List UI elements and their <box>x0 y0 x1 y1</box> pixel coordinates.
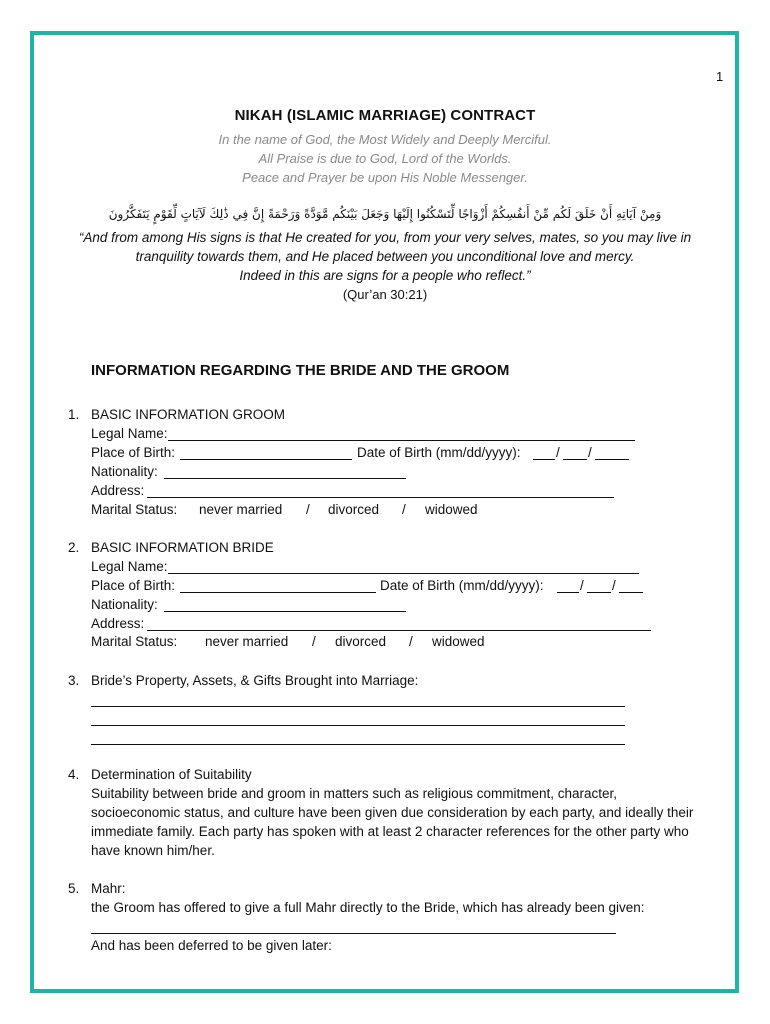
groom-item-number: 1. <box>68 407 80 422</box>
mahr-item-number: 5. <box>68 881 80 896</box>
bride-option-divorced[interactable]: divorced <box>335 634 387 649</box>
groom-nationality-label: Nationality: <box>91 464 158 479</box>
groom-option-separator-2: / <box>402 502 406 517</box>
page-number: 1 <box>716 69 724 84</box>
property-line-3[interactable] <box>91 744 625 745</box>
groom-address-field[interactable] <box>147 497 614 498</box>
groom-option-never-married[interactable]: never married <box>199 502 283 517</box>
bride-dob-month-field[interactable] <box>557 592 579 593</box>
subtitle-line-1: In the name of God, the Most Widely and Deeply Merciful. <box>218 132 552 147</box>
bride-marital-status-label: Marital Status: <box>91 634 178 649</box>
bride-nationality-label: Nationality: <box>91 597 158 612</box>
groom-option-separator-1: / <box>306 502 310 517</box>
bride-place-of-birth-label: Place of Birth: <box>91 578 176 593</box>
suitability-text-line-3: immediate family. Each party has spoken with at least 2 character references for the other party who <box>91 824 689 839</box>
groom-place-of-birth-field[interactable] <box>180 459 352 460</box>
groom-dob-year-field[interactable] <box>595 459 629 460</box>
bride-legal-name-field[interactable] <box>168 573 639 574</box>
groom-marital-status-label: Marital Status: <box>91 502 178 517</box>
groom-dob-day-field[interactable] <box>563 459 587 460</box>
groom-option-widowed[interactable]: widowed <box>425 502 478 517</box>
property-section-title: Bride’s Property, Assets, & Gifts Brought into Marriage: <box>91 673 419 688</box>
bride-address-label: Address: <box>91 616 145 631</box>
arabic-verse: وَمِنْ آيَاتِهِ أَنْ خَلَقَ لَكُم مِّنْ أَنفُسِكُمْ أَزْوَاجًا لِّتَسْكُنُوا إِلَيْهَا وَجَعَلَ بَيْنَكُم مَّوَدَّةً وَرَحْمَةً إِنَّ فِي ذَٰلِكَ لَآيَاتٍ لِّقَوْمٍ يَتَفَكَّرُونَ <box>108 207 662 221</box>
groom-dob-slash-1: / <box>556 445 560 460</box>
bride-legal-name-label: Legal Name: <box>91 559 168 574</box>
groom-dob-month-field[interactable] <box>533 459 555 460</box>
bride-nationality-field[interactable] <box>164 611 406 612</box>
bride-item-number: 2. <box>68 540 80 555</box>
bride-section-title: BASIC INFORMATION BRIDE <box>91 540 274 555</box>
bride-address-field[interactable] <box>147 630 651 631</box>
subtitle-line-3: Peace and Prayer be upon His Noble Messenger. <box>242 170 528 185</box>
bride-dob-slash-2: / <box>612 578 616 593</box>
mahr-given-field[interactable] <box>91 933 616 934</box>
quran-translation-line-1: “And from among His signs is that He created for you, from your very selves, mates, so you may live in <box>78 230 692 245</box>
groom-nationality-field[interactable] <box>164 478 406 479</box>
mahr-given-text: the Groom has offered to give a full Mahr directly to the Bride, which has already been given: <box>91 900 645 915</box>
bride-option-separator-1: / <box>312 634 316 649</box>
bride-dob-label: Date of Birth (mm/dd/yyyy): <box>380 578 544 593</box>
bride-option-widowed[interactable]: widowed <box>432 634 485 649</box>
suitability-text-line-1: Suitability between bride and groom in matters such as religious commitment, character, <box>91 786 617 801</box>
bride-dob-day-field[interactable] <box>587 592 611 593</box>
document-title: NIKAH (ISLAMIC MARRIAGE) CONTRACT <box>234 107 536 124</box>
groom-legal-name-field[interactable] <box>168 440 635 441</box>
section-heading: INFORMATION REGARDING THE BRIDE AND THE GROOM <box>91 362 510 379</box>
bride-option-separator-2: / <box>409 634 413 649</box>
quran-translation-line-3: Indeed in this are signs for a people who reflect.” <box>239 268 531 283</box>
groom-address-label: Address: <box>91 483 145 498</box>
groom-legal-name-label: Legal Name: <box>91 426 168 441</box>
groom-dob-label: Date of Birth (mm/dd/yyyy): <box>357 445 521 460</box>
property-line-1[interactable] <box>91 706 625 707</box>
subtitle-line-2: All Praise is due to God, Lord of the Worlds. <box>258 151 512 166</box>
bride-dob-slash-1: / <box>580 578 584 593</box>
suitability-text-line-4: have known him/her. <box>91 843 215 858</box>
groom-dob-slash-2: / <box>588 445 592 460</box>
quran-citation: (Qur’an 30:21) <box>342 287 428 302</box>
mahr-deferred-text: And has been deferred to be given later: <box>91 938 332 953</box>
bride-place-of-birth-field[interactable] <box>180 592 376 593</box>
property-line-2[interactable] <box>91 725 625 726</box>
suitability-section-title: Determination of Suitability <box>91 767 252 782</box>
bride-option-never-married[interactable]: never married <box>205 634 289 649</box>
quran-translation-line-2: tranquility towards them, and He placed between you unconditional love and mercy. <box>135 249 635 264</box>
property-item-number: 3. <box>68 673 80 688</box>
groom-section-title: BASIC INFORMATION GROOM <box>91 407 286 422</box>
suitability-text-line-2: socioeconomic status, and culture have been given due consideration by each party, and ideally their <box>91 805 694 820</box>
groom-option-divorced[interactable]: divorced <box>328 502 380 517</box>
bride-dob-year-field[interactable] <box>619 592 643 593</box>
suitability-item-number: 4. <box>68 767 80 782</box>
mahr-section-title: Mahr: <box>91 881 126 896</box>
groom-place-of-birth-label: Place of Birth: <box>91 445 176 460</box>
